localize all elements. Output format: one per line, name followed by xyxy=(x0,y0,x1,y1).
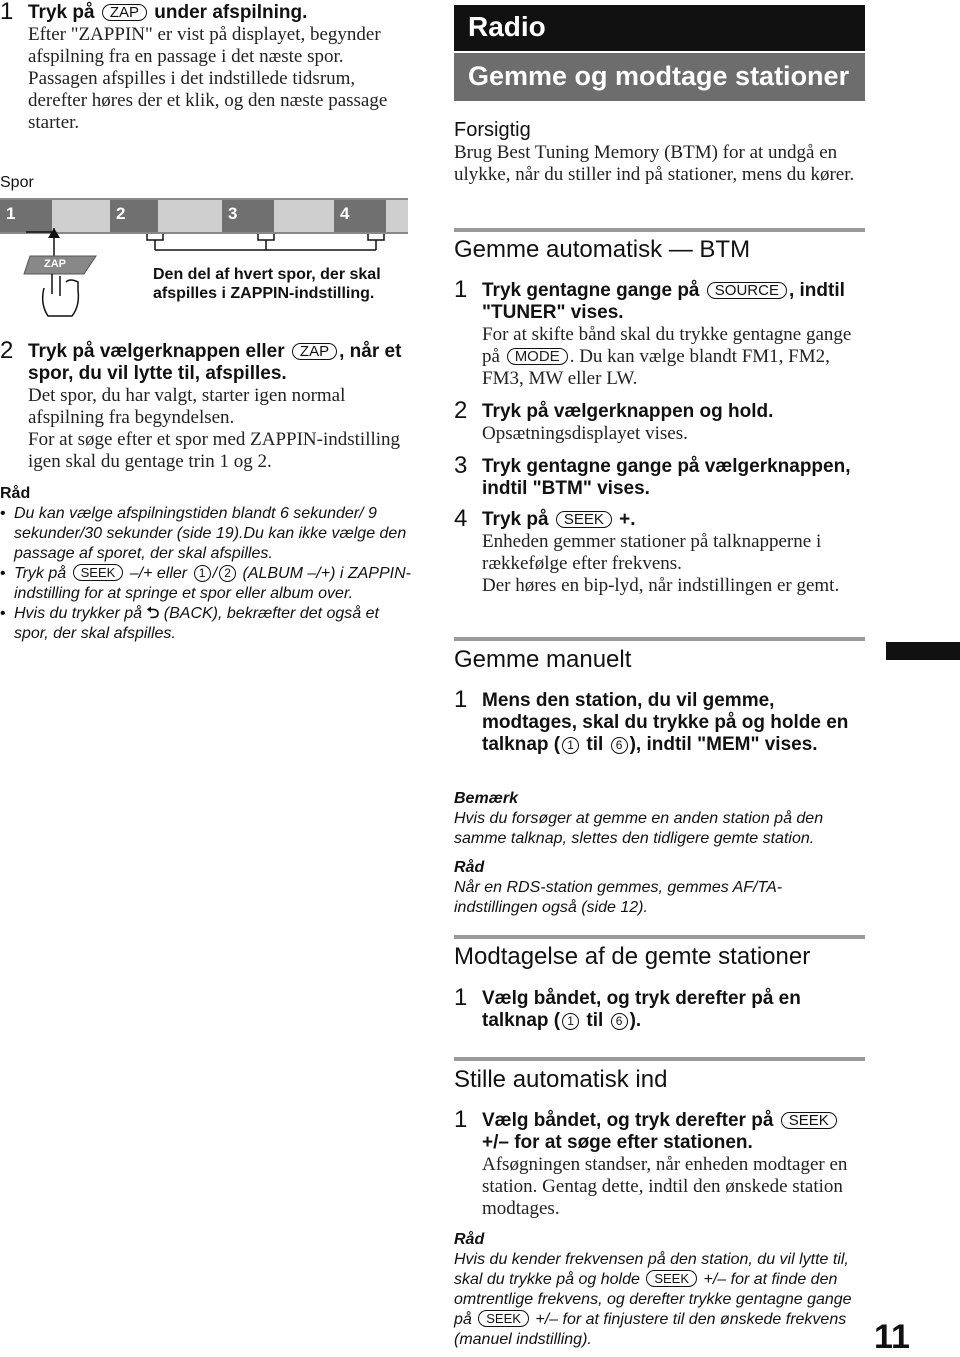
banner-subtitle: Gemme og modtage stationer xyxy=(468,61,850,91)
up-arrow-icon xyxy=(48,228,60,260)
zap-key-label: ZAP xyxy=(44,258,66,270)
seek-button: SEEK xyxy=(646,1270,697,1287)
preset-6-button: 6 xyxy=(611,1013,628,1030)
preset-1-button: 1 xyxy=(562,1013,579,1030)
track-3-label: 3 xyxy=(228,204,238,223)
step-number: 1 xyxy=(0,0,14,25)
back-arrow-icon: ⮌ xyxy=(146,605,160,622)
left-step-1 xyxy=(0,2,415,134)
manuelt-notes xyxy=(454,789,866,918)
spor-label: Spor xyxy=(0,174,34,191)
banner-title: Radio xyxy=(468,11,546,42)
btm-step-1: 1 Tryk gentagne gange på SOURCE , indtil "TUNER" vises. For at skifte bånd skal du trykke gentagne gange på MODE . Du kan vælge blandt FM1, FM2, FM3, MW eller LW. xyxy=(454,276,852,389)
rule-modtagelse xyxy=(454,935,865,939)
modtagelse-heading: Modtagelse af de gemte stationer xyxy=(454,943,811,970)
step-body: Efter "ZAPPIN" er vist på displayet, begynder afspilning fra en passage i det næste spor. Passagen afspilles i det indstillede tidsrum, derefter høres der et klik, og den næste passage starter. xyxy=(28,24,388,133)
preset-1-button: 1 xyxy=(194,565,211,582)
zap-button: ZAP xyxy=(102,4,147,21)
stille-heading: Stille automatisk ind xyxy=(454,1066,668,1093)
manuelt-heading: Gemme manuelt xyxy=(454,646,632,673)
stille-tip xyxy=(454,1230,866,1350)
forsigtig-block xyxy=(454,118,866,186)
step-body-1: Det spor, du har valgt, starter igen normal afspilning fra begyndelsen. xyxy=(28,385,346,428)
raad-heading: Råd xyxy=(454,859,485,876)
btm-step-4: 4 Tryk på SEEK +. Enheden gemmer stationer på talknapperne i rækkefølge efter frekvens. Der høres en bip-lyd, når indstillingen er gemt. xyxy=(454,505,840,596)
source-button: SOURCE xyxy=(707,282,787,299)
seek-button: SEEK xyxy=(478,1310,529,1327)
raad-text: Når en RDS-station gemmes, gemmes AF/TA-indstillingen også (side 12). xyxy=(454,879,783,916)
bemaerk-heading: Bemærk xyxy=(454,790,519,807)
section-banner-title xyxy=(454,5,865,51)
raad-heading: Råd xyxy=(454,1231,485,1248)
left-step-2 xyxy=(0,337,415,473)
btm-heading: Gemme automatisk — BTM xyxy=(454,236,751,263)
step-body-2: For at søge efter et spor med ZAPPIN-indstilling igen skal du gentage trin 1 og 2. xyxy=(28,429,401,472)
step-title: Tryk på xyxy=(28,2,95,23)
track-2-label: 2 xyxy=(116,204,126,223)
forsigtig-body: Brug Best Tuning Memory (BTM) for at undgå en ulykke, når du stiller ind på stationer, mens du kører. xyxy=(454,142,855,185)
seek-button: SEEK xyxy=(556,511,612,528)
manuelt-step-1: 1 Mens den station, du vil gemme, modtages, skal du trykke på og holde en talknap ( 1 til 6 ), indtil "MEM" vises. xyxy=(454,686,849,755)
tip-bullet-1: • Du kan vælge afspilningstiden blandt 6 sekunder/ 9 sekunder/30 sekunder (side 19).Du kan ikke vælge den passage af sporet, der skal afspilles. xyxy=(0,504,415,564)
btm-step-2: 2 Tryk på vælgerknappen og hold. Opsætningsdisplayet vises. xyxy=(454,397,774,444)
track-1-label: 1 xyxy=(6,204,16,223)
zap-button: ZAP xyxy=(292,343,337,360)
raad-text: Hvis du kender frekvensen på den station, du vil lytte til, skal du trykke på og holde SEEK +/– for at finde den omtrentlige frekvens, og derefter trykke gentagne gange på SEEK +/– for at finjustere til den ønskede frekvens (manuel indstilling). xyxy=(454,1251,852,1348)
step-number: 2 xyxy=(0,337,14,364)
diagram-caption: Den del af hvert spor, der skal afspilles i ZAPPIN-indstilling. xyxy=(153,266,381,302)
preset-1-button: 1 xyxy=(562,737,579,754)
tip-heading: Råd xyxy=(0,485,31,502)
seek-button: SEEK xyxy=(781,1112,837,1129)
preset-2-button: 2 xyxy=(219,565,236,582)
track-4-label: 4 xyxy=(340,204,350,223)
preset-6-button: 6 xyxy=(611,737,628,754)
rule-stille xyxy=(454,1057,865,1061)
seek-button: SEEK xyxy=(73,564,124,581)
bemaerk-text: Hvis du forsøger at gemme en anden station på den samme talknap, slettes den tidligere gemte station. xyxy=(454,810,824,847)
forsigtig-heading: Forsigtig xyxy=(454,119,531,141)
mode-button: MODE xyxy=(507,348,568,365)
page-number: 11 xyxy=(874,1318,910,1356)
step-title: Tryk på vælgerknappen eller xyxy=(28,341,285,362)
tip-bullet-2: • Tryk på SEEK –/+ eller 1 / 2 (ALBUM –/+) i ZAPPIN-indstilling for at springe et spor eller album over. xyxy=(0,564,415,604)
rule-manuelt xyxy=(454,637,865,641)
modtagelse-step-1: 1 Vælg båndet, og tryk derefter på en talknap ( 1 til 6 ). xyxy=(454,984,801,1031)
stille-step-1: 1 Vælg båndet, og tryk derefter på SEEK +/– for at søge efter stationen. Afsøgningen standser, når enheden modtager en station. Gentag dette, indtil den ønskede station modtages. xyxy=(454,1106,848,1219)
rule-btm xyxy=(454,228,865,232)
tip-block xyxy=(0,484,415,644)
btm-step-3: 3 Tryk gentagne gange på vælgerknappen, indtil "BTM" vises. xyxy=(454,452,851,499)
page-tab-marker xyxy=(886,642,960,660)
step-title-end: , når et spor, du vil lytte til, afspilles. xyxy=(28,341,402,384)
section-banner-subtitle xyxy=(454,53,865,101)
step-title-end: under afspilning. xyxy=(154,2,308,23)
tip-bullet-3: • Hvis du trykker på ⮌ (BACK), bekræfter det også et spor, der skal afspilles. xyxy=(0,604,415,644)
